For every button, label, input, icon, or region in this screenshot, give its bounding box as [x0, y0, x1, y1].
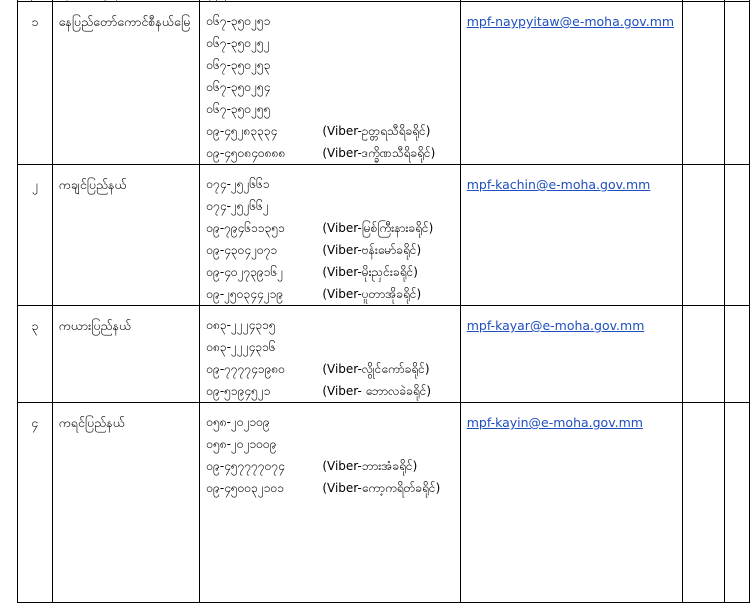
phone-number: ၀၉-၄၃၀၄၂၀၇၁	[206, 243, 278, 257]
phone-number: ၀၇၄-၂၅၂၆၆၂	[206, 199, 269, 213]
phone-cell	[200, 165, 460, 306]
viber-note: (Viber-ဒက္ခိဏသီရိခရိုင်)	[322, 146, 436, 160]
last-cell	[725, 306, 750, 403]
last-cell	[725, 2, 750, 165]
email-link[interactable]: mpf-kayar@e-moha.gov.mm	[466, 318, 645, 333]
contact-table	[17, 0, 750, 603]
phone-number: ၀၆၇-၃၅၀၂၅၃	[206, 58, 271, 72]
phone-line	[206, 261, 459, 283]
email-link[interactable]: mpf-kayin@e-moha.gov.mm	[466, 415, 643, 430]
unit-name: ကယားပြည်နယ်	[58, 318, 132, 333]
phone-line	[206, 433, 459, 455]
phone-number: ၀၆၇-၃၅၀၂၅၅	[206, 102, 271, 116]
phone-number: ၀၇၄-၂၅၂၆၆၁	[206, 177, 270, 191]
phone-number: ၀၈၃-၂၂၂၄၃၁၆	[206, 340, 276, 354]
email-cell	[460, 306, 683, 403]
last-cell	[725, 403, 750, 603]
row-number-cell	[18, 403, 53, 603]
phone-line	[206, 283, 459, 305]
phone-line	[206, 195, 459, 217]
phone-line	[206, 411, 459, 433]
phone-number: ၀၆၇-၃၅၀၂၅၁	[206, 14, 271, 28]
email-link[interactable]: mpf-kachin@e-moha.gov.mm	[466, 177, 651, 192]
unit-cell	[52, 403, 200, 603]
table-row	[18, 403, 750, 603]
phone-number: ၀၅၈-၂၀၂၁၀၉	[206, 415, 270, 429]
email-cell	[460, 2, 683, 165]
phone-number: ၀၉-၄၅၀၈၄၀၈၈၈	[206, 146, 286, 160]
phone-line	[206, 314, 459, 336]
unit-cell	[52, 2, 200, 165]
extra-cell	[683, 306, 725, 403]
viber-note: (Viber- ဘောလခဲခရိုင်)	[322, 384, 432, 398]
phone-line	[206, 380, 459, 402]
phone-line	[206, 54, 459, 76]
unit-name: ကချင်ပြည်နယ်	[58, 177, 127, 192]
phone-number: ၀၉-၄၅၂၈၃၃၃၄	[206, 124, 278, 138]
phone-line	[206, 336, 459, 358]
viber-note: (Viber-ဘားအံခရိုင်)	[322, 459, 418, 473]
viber-note: (Viber-မြစ်ကြီးနားခရိုင်)	[322, 221, 434, 235]
viber-note: (Viber-မိုးညှင်းခရိုင်)	[322, 265, 418, 279]
extra-cell	[683, 403, 725, 603]
phone-cell	[200, 306, 460, 403]
phone-number: ၀၉-၇၇၇၇၄၁၉၈၀	[206, 362, 285, 376]
last-cell	[725, 165, 750, 306]
phone-number: ၀၅၈-၂၀၂၁၀၀၉	[206, 437, 277, 451]
phone-line	[206, 239, 459, 261]
phone-number: ၀၉-၄၅၀၀၃၂၁၀၁	[206, 481, 285, 495]
phone-number: ၀၉-၅၁၉၄၅၂၁	[206, 384, 271, 398]
row-number-cell	[18, 306, 53, 403]
unit-name: ကရင်ပြည်နယ်	[58, 415, 125, 430]
table-row	[18, 165, 750, 306]
phone-line	[206, 76, 459, 98]
phone-number: ၀၆၇-၃၅၀၂၅၂	[206, 36, 270, 50]
row-number: ၄	[31, 415, 39, 430]
row-number: ၂	[31, 177, 38, 192]
phone-number: ၀၉-၄၀၂၇၃၉၁၆၂	[206, 265, 284, 279]
phone-line	[206, 10, 459, 32]
phone-line	[206, 98, 459, 120]
phone-cell	[200, 2, 460, 165]
row-number: ၁	[31, 14, 39, 29]
viber-note: (Viber-လွိုင်ကော်ခရိုင်)	[322, 362, 430, 376]
phone-line	[206, 142, 459, 164]
viber-note: (Viber-ကော့ကရိတ်ခရိုင်)	[322, 481, 441, 495]
phone-number: ၀၉-၇၉၄၆၁၁၃၅၁	[206, 221, 285, 235]
unit-cell	[52, 165, 200, 306]
row-number: ၃	[31, 318, 39, 333]
row-number-cell	[18, 165, 53, 306]
email-link[interactable]: mpf-naypyitaw@e-moha.gov.mm	[466, 14, 675, 29]
phone-line	[206, 477, 459, 499]
extra-cell	[683, 2, 725, 165]
phone-number: ၀၆၇-၃၅၀၂၅၄	[206, 80, 271, 94]
phone-line	[206, 32, 459, 54]
phone-line	[206, 173, 459, 195]
phone-number: ၀၉-၂၅၀၃၄၄၂၁၉	[206, 287, 284, 301]
phone-line	[206, 217, 459, 239]
viber-note: (Viber-ဗန်းမော်ခရိုင်)	[322, 243, 422, 257]
email-cell	[460, 165, 683, 306]
row-number-cell	[18, 2, 53, 165]
phone-line	[206, 120, 459, 142]
unit-name: နေပြည်တော်ကောင်စီနယ်မြေ	[58, 14, 191, 29]
phone-line	[206, 358, 459, 380]
table-row	[18, 2, 750, 165]
unit-cell	[52, 306, 200, 403]
phone-number: ၀၈၃-၂၂၂၄၃၁၅	[206, 318, 276, 332]
phone-cell	[200, 403, 460, 603]
viber-note: (Viber-ဥတ္တရသီရိခရိုင်)	[322, 124, 431, 138]
extra-cell	[683, 165, 725, 306]
table-row	[18, 306, 750, 403]
phone-line	[206, 455, 459, 477]
email-cell	[460, 403, 683, 603]
viber-note: (Viber-ပူတာအိုခရိုင်)	[322, 287, 422, 301]
phone-number: ၀၉-၄၅၇၇၇၇၀၇၄	[206, 459, 285, 473]
